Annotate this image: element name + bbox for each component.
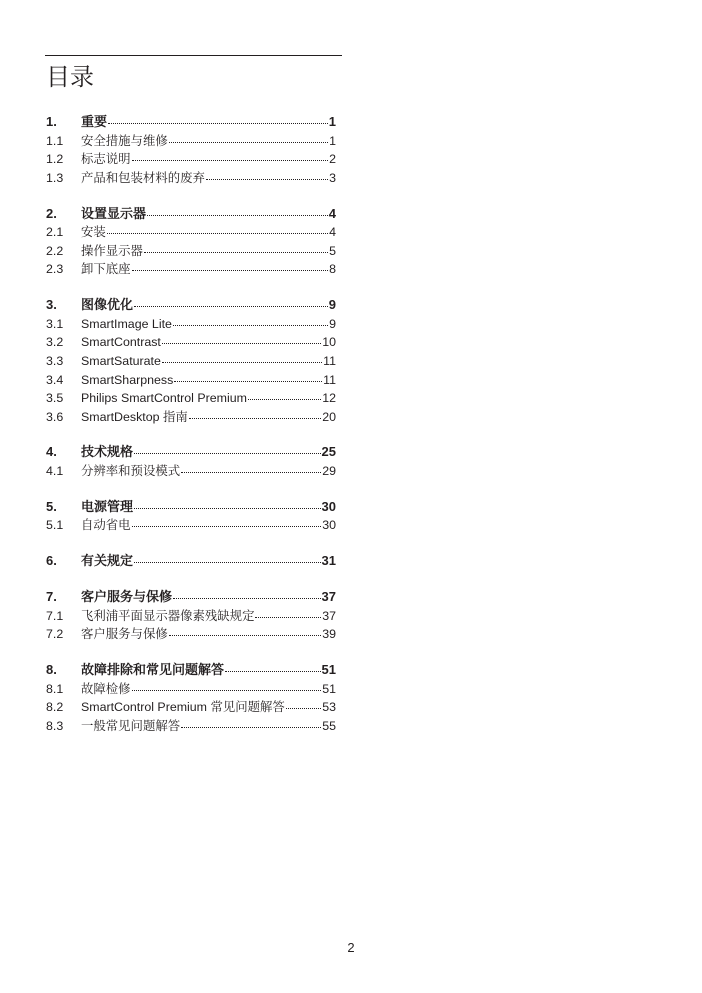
dot-leader — [132, 526, 322, 527]
dot-leader — [173, 598, 321, 599]
page-reference: 4 — [328, 205, 336, 221]
toc-section-entry[interactable] — [46, 296, 336, 315]
section-title: 故障排除和常见问题解答 — [81, 661, 225, 677]
dot-leader — [134, 453, 321, 454]
dot-leader — [144, 252, 328, 253]
dot-leader — [134, 508, 321, 509]
subsection-number: 2.2 — [46, 243, 64, 258]
toc-subsection-entry[interactable] — [46, 242, 336, 261]
subsection-title: 分辨率和预设模式 — [81, 464, 181, 479]
subsection-title: 客户服务与保修 — [81, 627, 168, 642]
page-reference: 25 — [321, 444, 336, 460]
section-number: 1. — [46, 114, 57, 129]
page-reference: 4 — [329, 225, 336, 240]
page-reference: 5 — [329, 243, 336, 258]
subsection-title: SmartSharpness — [81, 372, 174, 387]
subsection-number: 3.5 — [46, 391, 64, 406]
page-reference: 2 — [329, 152, 336, 167]
toc-subsection-entry[interactable] — [46, 717, 336, 736]
toc-subsection-entry[interactable] — [46, 607, 336, 626]
subsection-number: 2.1 — [46, 225, 64, 240]
section-spacer — [46, 535, 336, 552]
subsection-number: 4.1 — [46, 464, 64, 479]
dot-leader — [169, 635, 321, 636]
section-title: 图像优化 — [81, 297, 134, 313]
dot-leader — [189, 418, 321, 419]
section-spacer — [46, 279, 336, 296]
subsection-number: 3.4 — [46, 372, 64, 387]
toc-subsection-entry[interactable] — [46, 408, 336, 427]
subsection-number: 3.2 — [46, 335, 64, 350]
page-reference: 30 — [321, 498, 336, 514]
subsection-number: 5.1 — [46, 518, 64, 533]
dot-leader — [132, 160, 329, 161]
dot-leader — [181, 472, 321, 473]
page-reference: 37 — [321, 589, 336, 604]
subsection-number: 3.1 — [46, 316, 64, 331]
dot-leader — [162, 343, 321, 344]
toc-subsection-entry[interactable] — [46, 371, 336, 390]
subsection-title: 卸下底座 — [81, 262, 131, 277]
section-number: 6. — [46, 553, 57, 569]
subsection-title: 飞利浦平面显示器像素残缺规定 — [81, 608, 255, 623]
page-reference: 1 — [329, 133, 336, 148]
subsection-number: 7.1 — [46, 608, 64, 623]
page-reference: 37 — [322, 608, 336, 623]
toc-section-entry[interactable] — [46, 113, 336, 132]
dot-leader — [174, 381, 322, 382]
page-reference: 10 — [322, 335, 336, 350]
section-spacer — [46, 644, 336, 661]
page-reference: 11 — [323, 372, 336, 387]
subsection-title: SmartDesktop 指南 — [81, 409, 188, 424]
section-title: 重要 — [81, 114, 108, 129]
subsection-number: 8.3 — [46, 718, 64, 733]
page-reference: 51 — [322, 681, 336, 696]
toc-subsection-entry[interactable] — [46, 150, 336, 169]
toc-subsection-entry[interactable] — [46, 680, 336, 699]
toc-subsection-entry[interactable] — [46, 516, 336, 535]
toc-subsection-entry[interactable] — [46, 333, 336, 352]
dot-leader — [255, 617, 321, 618]
dot-leader — [108, 123, 328, 124]
page-reference: 39 — [322, 627, 336, 642]
section-spacer — [46, 187, 336, 204]
page-reference: 29 — [322, 464, 336, 479]
page-reference: 30 — [322, 518, 336, 533]
dot-leader — [173, 325, 328, 326]
subsection-title: 标志说明 — [81, 152, 131, 167]
subsection-title: SmartSaturate — [81, 353, 161, 368]
page-reference: 31 — [321, 553, 336, 569]
dot-leader — [248, 399, 321, 400]
page-number: 2 — [347, 940, 355, 955]
dot-leader — [225, 671, 321, 672]
page-reference: 9 — [328, 297, 336, 313]
dot-leader — [107, 233, 328, 234]
toc-section-entry[interactable] — [46, 661, 336, 680]
subsection-title: 故障检修 — [81, 681, 131, 696]
toc-subsection-entry[interactable] — [46, 260, 336, 279]
page-reference: 53 — [322, 700, 336, 715]
section-number: 4. — [46, 444, 57, 460]
subsection-title: SmartImage Lite — [81, 316, 172, 331]
section-number: 3. — [46, 297, 57, 313]
subsection-number: 1.1 — [46, 133, 64, 148]
subsection-number: 3.3 — [46, 353, 64, 368]
section-title: 电源管理 — [81, 498, 134, 514]
dot-leader — [134, 562, 321, 563]
dot-leader — [134, 306, 328, 307]
toc-subsection-entry[interactable] — [46, 389, 336, 408]
page-reference: 11 — [323, 353, 336, 368]
dot-leader — [132, 270, 329, 271]
subsection-title: Philips SmartControl Premium — [81, 391, 247, 406]
page-reference: 8 — [329, 262, 336, 277]
toc-subsection-entry[interactable] — [46, 625, 336, 644]
toc-section-entry[interactable] — [46, 588, 336, 607]
page-reference: 12 — [322, 391, 336, 406]
toc-section-entry[interactable] — [46, 552, 336, 571]
dot-leader — [181, 727, 321, 728]
section-number: 7. — [46, 589, 57, 604]
page-reference: 55 — [322, 718, 336, 733]
page-reference: 51 — [321, 661, 336, 677]
subsection-title: 安装 — [81, 225, 106, 240]
section-title: 技术规格 — [81, 444, 134, 460]
toc-subsection-entry[interactable] — [46, 223, 336, 242]
dot-leader — [132, 690, 322, 691]
toc-subsection-entry[interactable] — [46, 352, 336, 371]
section-number: 8. — [46, 661, 57, 677]
section-number: 5. — [46, 498, 57, 514]
section-spacer — [46, 426, 336, 443]
subsection-title: 安全措施与维修 — [81, 133, 168, 148]
subsection-title: SmartContrast — [81, 335, 161, 350]
section-title: 客户服务与保修 — [81, 589, 173, 604]
section-spacer — [46, 481, 336, 498]
subsection-title: 操作显示器 — [81, 243, 143, 258]
toc-section-entry[interactable] — [46, 205, 336, 224]
subsection-number: 8.1 — [46, 681, 64, 696]
toc-section-entry[interactable] — [46, 498, 336, 517]
section-number: 2. — [46, 205, 57, 221]
subsection-number: 2.3 — [46, 262, 64, 277]
subsection-number: 8.2 — [46, 700, 64, 715]
toc-subsection-entry[interactable] — [46, 462, 336, 481]
subsection-title: 一般常见问题解答 — [81, 718, 181, 733]
dot-leader — [147, 215, 328, 216]
dot-leader — [169, 142, 328, 143]
page-reference: 9 — [329, 316, 336, 331]
toc-section-entry[interactable] — [46, 443, 336, 462]
subsection-number: 7.2 — [46, 627, 64, 642]
page-reference: 1 — [328, 114, 336, 129]
title-rule — [45, 55, 342, 56]
toc-subsection-entry[interactable] — [46, 132, 336, 151]
dot-leader — [206, 179, 328, 180]
page-title: 目录 — [46, 64, 94, 91]
subsection-number: 1.2 — [46, 152, 64, 167]
section-title: 设置显示器 — [81, 205, 147, 221]
dot-leader — [162, 362, 322, 363]
subsection-number: 3.6 — [46, 409, 64, 424]
page-reference: 3 — [329, 170, 336, 185]
page-reference: 20 — [322, 409, 336, 424]
section-spacer — [46, 571, 336, 588]
subsection-title: 产品和包装材料的废弃 — [81, 170, 205, 185]
table-of-contents — [46, 113, 336, 735]
section-title: 有关规定 — [81, 553, 134, 569]
subsection-title: SmartControl Premium 常见问题解答 — [81, 700, 285, 715]
subsection-title: 自动省电 — [81, 518, 131, 533]
toc-subsection-entry[interactable] — [46, 315, 336, 334]
toc-subsection-entry[interactable] — [46, 169, 336, 188]
subsection-number: 1.3 — [46, 170, 64, 185]
dot-leader — [286, 708, 321, 709]
toc-subsection-entry[interactable] — [46, 698, 336, 717]
